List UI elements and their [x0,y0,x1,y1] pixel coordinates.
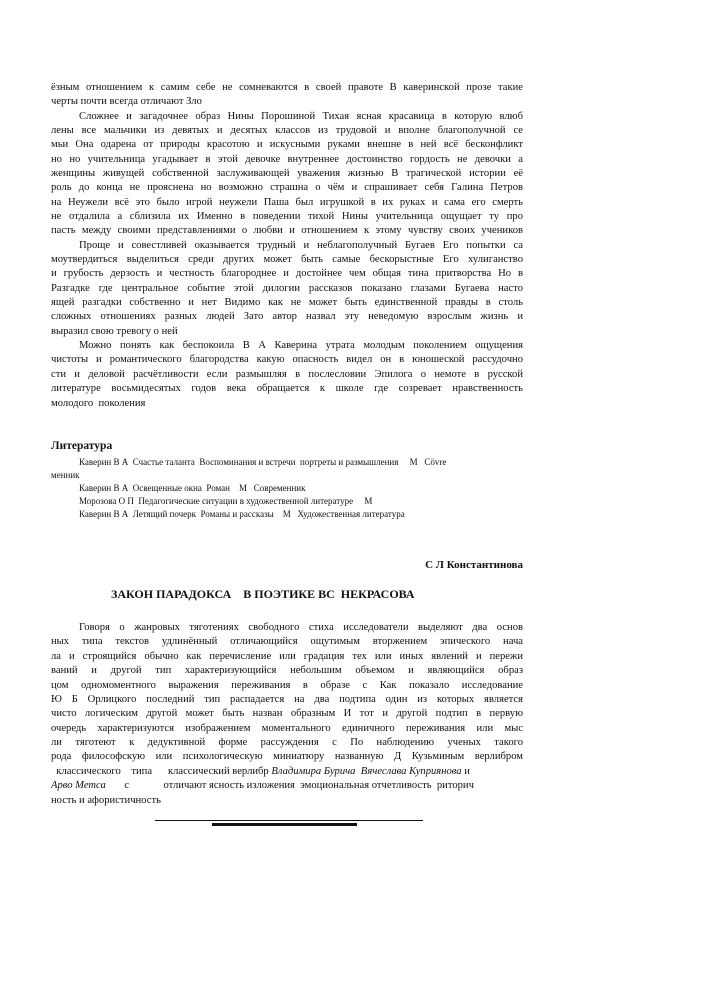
text-line: Можно понять как беспокоила В А Каверина утрата молодым поколением ощущения [79,340,523,351]
text-line: мьи Она одарена от природы красотою и искусными руками внешне в ней всё бесконфликт [51,139,523,150]
text-line [51,779,523,793]
text-line: литературе восьмидесятых годов века обращается к школе где созревает нравственность [51,383,523,394]
text-line: Ю Б Орлицкого последний тип распадается на два подтипа один из которых является [51,694,523,705]
text-line: ваний и другой тип характеризующийся небольшим объемом и являющийся образ [51,665,523,676]
text-line: женщины живущей собственной заслуживающей уважения жизнью В трагической истории её [51,168,523,179]
text-line: Сложнее и загадочнее образ Нины Порошиной Тихая ясная красавица в которую влюб [79,111,523,122]
reference-item: Каверин В А Освещенные окна Роман М Современник [79,483,306,493]
reference-item: Морозова О П Педагогические ситуации в художественной литературе М [79,496,373,506]
text-line: ность и афористичность [51,795,161,806]
text-line: очередь характеризуются изображением моментального единичного переживания или мыс [51,723,523,734]
article-author: С Л Константинова [425,559,523,571]
text-line: роль до конца не прояснена но возможно страшна о чём и спрашивает себя Галина Петров [51,182,523,193]
text-line: на Неужели всё это было игрой неужели Паша был игрушкой в их руках и сама его смерть [51,197,523,208]
text-line: чисто логическим другой может быть назван образным И тот и другой подтип в первую [51,708,523,719]
text-fragment: классического типа классический верлибр [51,766,272,777]
text-line: черты почти всегда отличают Зло [51,96,202,107]
reference-item: менник [51,470,80,480]
text-line: сти и деловой расчётливости если размышляя в послесловии Эпилога о немоте в русской [51,369,523,380]
divider-rule-thick [212,823,357,826]
text-line: ли тяготеют к дедуктивной форме рассуждения с По наблюдению ученых такого [51,737,523,748]
text-line: и грубость дерзость и честность благороднее и достойнее чем общая тина притворства Но в [51,268,523,279]
text-line: но но учительница угадывает в этой девочке внутреннее достоинство гордость не девочки а [51,154,523,165]
text-line: выразил свою тревогу о ней [51,326,178,337]
reference-item: Каверин В А Счастье таланта Воспоминания и встречи портреты и размышления М Сövre [79,457,447,467]
article-title: ЗАКОН ПАРАДОКСА В ПОЭТИКЕ ВС НЕКРАСОВА [111,587,415,601]
literature-heading: Литература [51,440,113,452]
divider-rule [155,820,423,821]
text-line: чистоты и романтического благородства какую опасность видел он в юношеской рассудочно [51,354,523,365]
text-line: ёзным отношением к самим себе не сомневаются в своей правоте В каверинской прозе такие [51,82,523,93]
text-line: Говоря о жанровых тяготениях свободного стиха исследователи выделяют два основ [79,622,523,633]
text-fragment: и [461,766,470,777]
text-line: не отдалила а сблизила их Именно в поведении тихой Нины учительница ощущает ту про [51,211,523,222]
italic-name: Арво Метса [51,780,106,791]
text-line: ных типа текстов удлинённый отличающийся ощутимым вторжением эпического нача [51,636,523,647]
reference-item: Каверин В А Летящий почерк Романы и рассказы М Художественная литература [79,509,405,519]
text-line: моутвердиться выделиться среди других может быть самые бескорыстные Его хулиганство [51,254,523,265]
text-line: сложных отношениях разных людей Зато автор назвал эту неведомую взрослым жизнь и [51,311,523,322]
text-line: цом одномоментного выражения переживания в образе с Как показало исследование [51,680,523,691]
text-fragment: с отличают ясность изложения эмоциональная отчетливость риторич [105,780,474,791]
text-line: пасть между своими представлениями о любви и отношением к этому чувству своих учеников [51,225,523,236]
italic-names: Владимира Бурича Вячеслава Куприянова [271,766,462,777]
text-line [51,765,523,779]
text-line: Проще и совестливей оказывается трудный и неблагополучный Бугаев Его попытки са [79,240,523,251]
text-line: ящей разгадки собственно и нет Видимо как не может быть единственной правды в столь [51,297,523,308]
text-line: рода философскую или психологическую миниатюру названную Д Кузьминым верлибром [51,751,523,762]
text-line: лены все мальчики из девятых и десятых классов из трудовой и вполне благополучной се [51,125,523,136]
text-line: Разгадке где центральное событие этой дилогии рассказов показано глазами Бугаева насто [51,283,523,294]
text-line: молодого поколения [51,398,146,409]
text-line: ла и строящийся обычно как перечисление или градация тех или иных явлений и пережи [51,651,523,662]
